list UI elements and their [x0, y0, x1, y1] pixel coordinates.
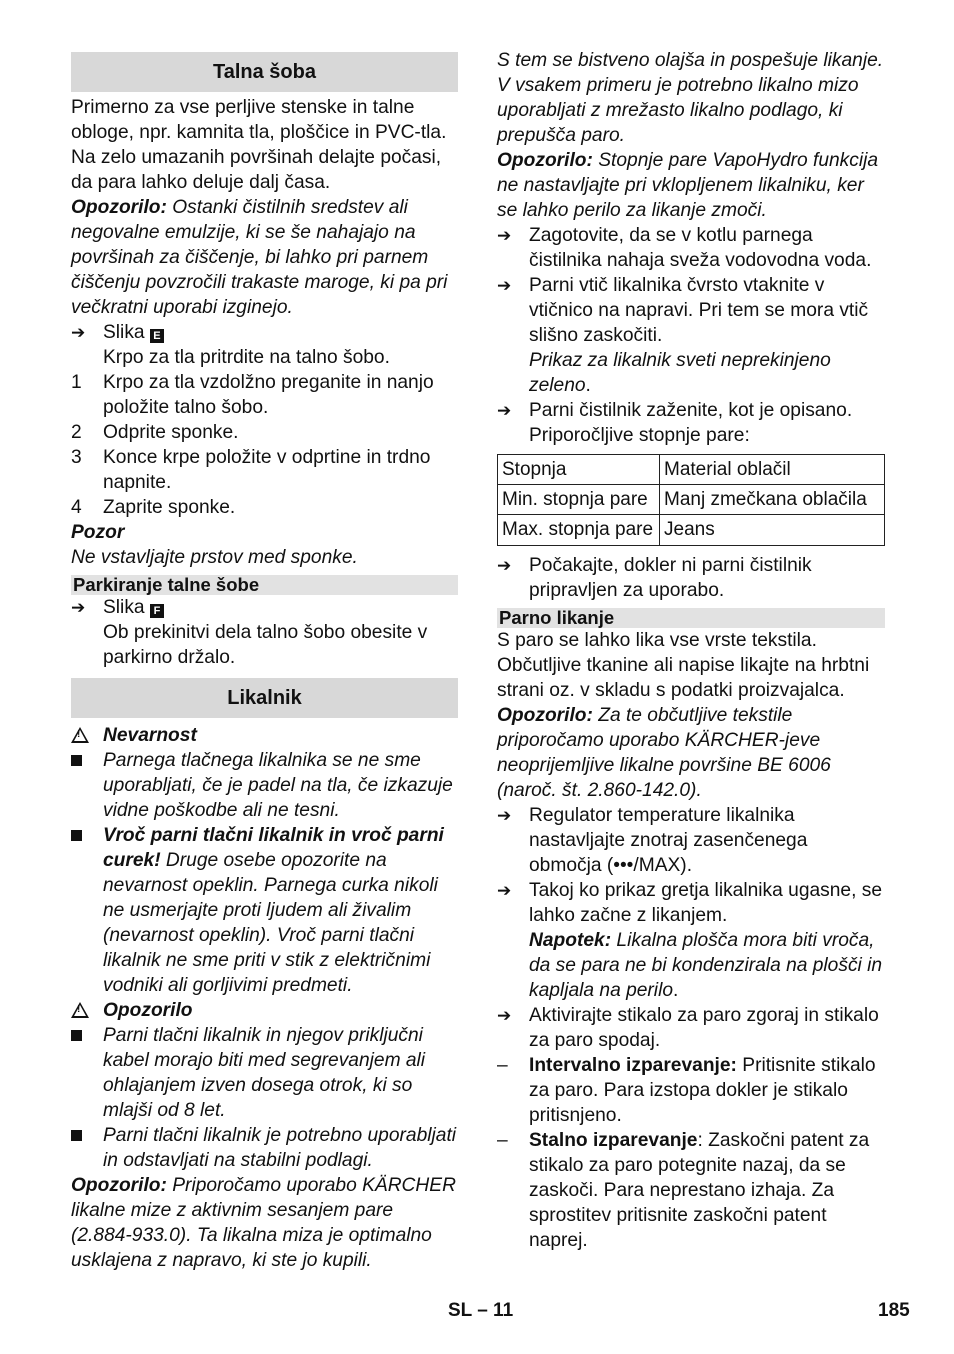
mode-label: Stalno izparevanje	[529, 1130, 698, 1151]
steam-ironing-intro: S paro se lahko lika vse vrste tekstila. Občutljive tkanine ali napise likajte na hrbtni strani oz. v skladu s podatki proizvajalca.	[497, 630, 870, 701]
step-text: Odprite sponke.	[103, 422, 239, 443]
arrow-right-icon: ➔	[497, 276, 512, 295]
arrow-right-icon: ➔	[497, 401, 512, 420]
note-text: Za te občutljive tekstile priporočamo uporabo KÄRCHER-jeve neoprijemljive likalne površine BE 6006 (naroč. št. 2.860-142.0).	[497, 705, 831, 801]
list-item	[497, 553, 885, 603]
instruction-dot: .	[673, 980, 679, 1001]
section-heading-iron: Likalnik	[71, 678, 458, 718]
instruction-text: Aktivirajte stikalo za paro zgoraj in stikalo za paro spodaj.	[529, 1005, 879, 1051]
figure-e-text: Krpo za tla pritrdite na talno šobo.	[103, 347, 390, 368]
step-text: Krpo za tla vzdolžno preganite in nanjo položite talno šobo.	[103, 372, 434, 418]
list-item	[497, 223, 885, 273]
mode-text: Pritisnite stikalo za paro. Para izstopa dokler je stikalo pritisnjeno.	[529, 1055, 876, 1126]
step-number: 4	[71, 497, 82, 518]
arrow-right-icon: ➔	[497, 881, 512, 900]
caution-label: Pozor	[71, 522, 125, 543]
left-column	[71, 48, 458, 1273]
bullet-square-icon	[71, 755, 82, 766]
instruction-text: Parni vtič likalnika čvrsto vtaknite v vtičnico na napravi. Pri tem se mora vtič slišno zaskočiti.	[529, 275, 869, 346]
page-number: 185	[878, 1300, 910, 1321]
list-item	[71, 495, 458, 520]
figure-label: Slika	[103, 322, 145, 343]
table-cell: Jeans	[660, 515, 885, 546]
arrow-right-icon: ➔	[497, 226, 512, 245]
figure-e-icon: E	[150, 329, 164, 343]
list-item	[497, 1128, 885, 1253]
instruction-note: Prikaz za likalnik sveti neprekinjeno zeleno	[529, 350, 831, 396]
textile-note	[497, 703, 885, 803]
list-item	[71, 823, 458, 998]
figure-label: Slika	[103, 597, 145, 618]
tip-label: Napotek:	[529, 930, 612, 951]
subheading-parking: Parkiranje talne šobe	[71, 575, 458, 595]
bullet-square-icon	[71, 1130, 82, 1141]
figure-f-icon: F	[150, 604, 164, 618]
steam-level-table	[497, 454, 885, 546]
warning-item-text: Parni tlačni likalnik je potrebno uporabljati in odstavljati na stabilni podlagi.	[103, 1125, 457, 1171]
step-number: 1	[71, 372, 82, 393]
list-item	[497, 803, 885, 878]
danger-item-text: Parnega tlačnega likalnika se ne sme uporabljati, če je padel na tla, če izkazuje vidne poškodbe ali ne tesni.	[103, 750, 453, 821]
bullet-square-icon	[71, 830, 82, 841]
danger-heading	[71, 723, 458, 748]
right-column	[497, 48, 885, 1253]
mode-text: : Zaskočni patent za stikalo za paro potegnite nazaj, da se zaskoči. Para neprestano izhaja. Za sprostitev pritisnite zaskočni patent naprej.	[529, 1130, 870, 1251]
step-number: 2	[71, 422, 82, 443]
steps-list	[71, 370, 458, 520]
list-item	[497, 1053, 885, 1128]
list-item	[497, 398, 885, 448]
vapohydro-note	[497, 148, 885, 223]
table-header-row	[498, 455, 885, 485]
table-row	[498, 515, 885, 546]
arrow-right-icon: ➔	[497, 1006, 512, 1025]
dash-bullet: –	[497, 1055, 508, 1076]
section-heading-floor-nozzle: Talna šoba	[71, 52, 458, 92]
figure-f-text: Ob prekinitvi dela talno šobo obesite v parkirno držalo.	[103, 622, 428, 668]
table-header-cell: Material oblačil	[660, 455, 885, 485]
note-text: Ostanki čistilnih sredstev ali negovalne emulzije, ki se še nahajajo na površinah za čiščenje, bi lahko pri parnem čiščenju povzročili trakaste maroge, ki pa pri večkratni uporabi izginejo.	[71, 197, 448, 318]
caution-text: Ne vstavljajte prstov med sponke.	[71, 547, 358, 568]
bullet-square-icon	[71, 1030, 82, 1041]
warning-triangle-icon	[71, 727, 89, 743]
table-cell: Min. stopnja pare	[498, 485, 660, 515]
arrow-right-icon: ➔	[71, 323, 86, 342]
warning-heading	[71, 998, 458, 1023]
instruction-text: Parni čistilnik zaženite, kot je opisano. Priporočljive stopnje pare:	[529, 400, 853, 446]
figure-ref-e	[71, 320, 458, 370]
ironing-table-note	[71, 1173, 458, 1273]
floor-nozzle-intro: Primerno za vse perljive stenske in talne obloge, npr. kamnita tla, ploščice in PVC-tla. Na zelo umazanih površinah delajte počasi, da para lahko deluje dalj časa.	[71, 97, 447, 193]
table-cell: Manj zmečkana oblačila	[660, 485, 885, 515]
list-item	[71, 420, 458, 445]
instruction-text: Takoj ko prikaz gretja likalnika ugasne, se lahko začne z likanjem.	[529, 880, 883, 926]
arrow-right-icon: ➔	[497, 806, 512, 825]
mode-label: Intervalno izparevanje:	[529, 1055, 737, 1076]
list-item	[497, 273, 885, 398]
arrow-right-icon: ➔	[71, 598, 86, 617]
step-text: Zaprite sponke.	[103, 497, 236, 518]
instruction-dot: .	[585, 375, 591, 396]
note-text: Priporočamo uporabo KÄRCHER likalne mize z aktivnim sesanjem pare (2.884-933.0). Ta likalna miza je optimalno usklajena z napravo, ki ste jo kupili.	[71, 1175, 456, 1271]
note-text: Stopnje pare VapoHydro funkcija ne nastavljajte pri vklopljenem likalniku, ker se lahko perilo za likanje zmoči.	[497, 150, 879, 221]
instruction-text: Zagotovite, da se v kotlu parnega čistilnika nahaja sveža vodovodna voda.	[529, 225, 872, 271]
list-item	[71, 748, 458, 823]
floor-nozzle-note	[71, 195, 458, 320]
list-item	[71, 1023, 458, 1123]
note-label: Opozorilo:	[71, 197, 167, 218]
note-label: Opozorilo:	[71, 1175, 167, 1196]
danger-label: Nevarnost	[103, 725, 197, 746]
instruction-text: Počakajte, dokler ni parni čistilnik pripravljen za uporabo.	[529, 555, 812, 601]
table-header-cell: Stopnja	[498, 455, 660, 485]
arrow-right-icon: ➔	[497, 556, 512, 575]
note-label: Opozorilo:	[497, 150, 593, 171]
instruction-text: Regulator temperature likalnika nastavljajte znotraj zasenčenega območja (•••/MAX).	[529, 805, 808, 876]
note-label: Opozorilo:	[497, 705, 593, 726]
continued-text: S tem se bistveno olajša in pospešuje likanje. V vsakem primeru je potrebno likalno mizo uporabljati z mrežasto likalno podlago, ki prepušča paro.	[497, 50, 884, 146]
danger-item-bold: Vroč parni tlačni likalnik in vroč parni curek!	[103, 825, 444, 871]
danger-item-text: Druge osebe opozorite na nevarnost opeklin. Parnega curka nikoli ne usmerjajte proti ljudem ali živalim (nevarnost opeklin). Vroč parni tlačni likalnik ne sme priti v stik z električnimi vodniki ali gorljivimi predmeti.	[103, 850, 438, 996]
subheading-steam-ironing: Parno likanje	[497, 608, 885, 628]
figure-ref-f	[71, 595, 458, 670]
table-row	[498, 485, 885, 515]
list-item	[71, 370, 458, 420]
list-item	[71, 1123, 458, 1173]
warning-label: Opozorilo	[103, 1000, 193, 1021]
dash-bullet: –	[497, 1130, 508, 1151]
tip-text: Likalna plošča mora biti vroča, da se para ne bi kondenzirala na plošči in kapljala na perilo	[529, 930, 883, 1001]
list-item	[71, 445, 458, 495]
step-text: Konce krpe položite v odprtine in trdno napnite.	[103, 447, 431, 493]
warning-triangle-icon	[71, 1002, 89, 1018]
step-number: 3	[71, 447, 82, 468]
footer-section-label: SL – 11	[448, 1300, 514, 1321]
table-cell: Max. stopnja pare	[498, 515, 660, 546]
list-item	[497, 878, 885, 1003]
list-item	[497, 1003, 885, 1053]
warning-item-text: Parni tlačni likalnik in njegov priključni kabel morajo biti med segrevanjem ali ohlajanjem izven dosega otrok, ki so mlajši od 8 let.	[103, 1025, 426, 1121]
